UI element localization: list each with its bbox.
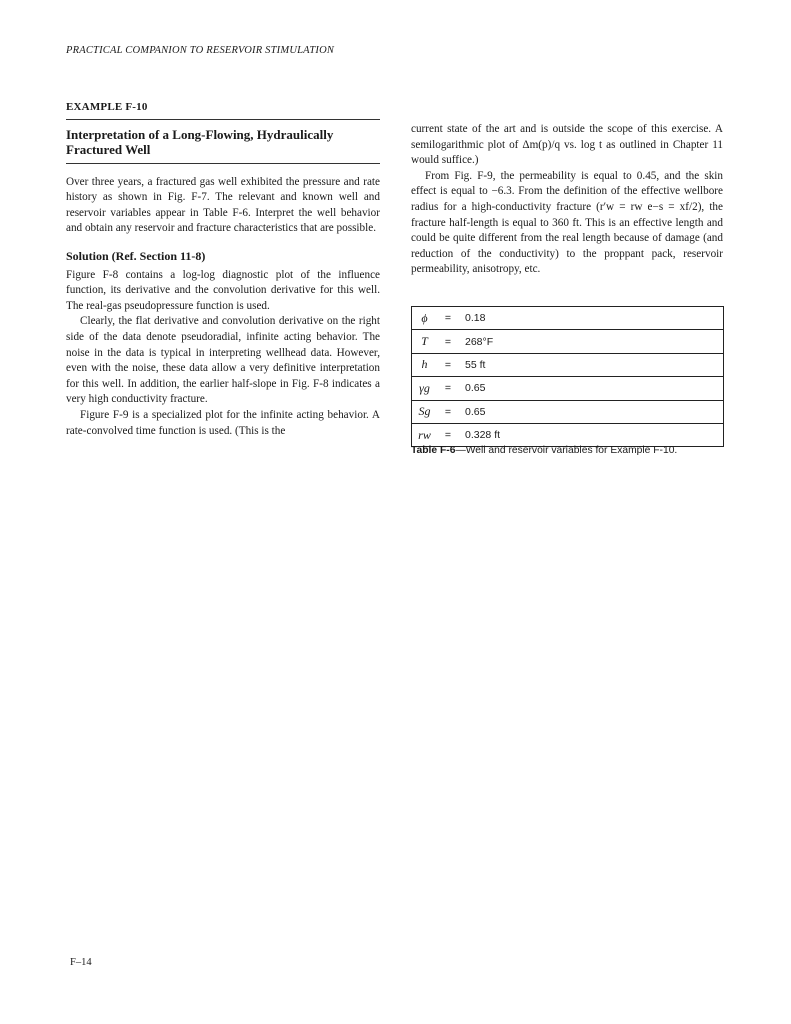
table-equals: = [444, 382, 452, 395]
table-value: 0.18 [465, 312, 486, 325]
table-row [412, 330, 723, 353]
table-row [412, 307, 723, 330]
table-value: 0.65 [465, 405, 486, 418]
table-symbol: ϕ [421, 310, 428, 325]
table-symbol: Sg [418, 404, 431, 419]
table-row [412, 377, 723, 400]
right-paragraph-1: current state of the art and is outside the scope of this exercise. A semilogarithmic plot of Δm(p)/q vs. log t as outlined in Chapter 11 would suffice.) [411, 123, 723, 167]
table-equals: = [444, 405, 452, 418]
right-column [411, 122, 723, 278]
table-row [412, 354, 723, 377]
table-value: 55 ft [465, 358, 486, 371]
caption-label: Table F-6 [411, 445, 456, 456]
table-value: 268°F [465, 335, 494, 348]
table-caption [411, 445, 741, 456]
solution-paragraph-3: Figure F-9 is a specialized plot for the infinite acting behavior. A rate-convolved time function is used. (This is the [66, 408, 380, 437]
table-row [412, 401, 723, 424]
solution-heading: Solution (Ref. Section 11-8) [66, 248, 206, 263]
table-equals: = [444, 429, 452, 442]
caption-text: —Well and reservoir variables for Example F-10. [455, 445, 678, 456]
example-label: EXAMPLE F-10 [66, 100, 380, 120]
table-value: 0.328 ft [465, 429, 501, 442]
table-value: 0.65 [465, 382, 486, 395]
intro-paragraph: Over three years, a fractured gas well exhibited the pressure and rate history as shown in Fig. F-7. The relevant and known well and reservoir variables appear in Table F-6. Interpret the well behavior and obtain any reservoir and fracture characteristics that are possible. [66, 175, 380, 235]
solution-paragraph-1: Figure F-8 contains a log-log diagnostic plot of the influence function, its derivative and the convolution derivative for this well. The real-gas pseudopressure function is used. [66, 268, 380, 312]
table-equals: = [444, 335, 452, 348]
table-symbol: rw [418, 427, 431, 442]
table-symbol: h [421, 357, 428, 372]
table-symbol: γg [419, 380, 430, 395]
solution-paragraph-2: Clearly, the flat derivative and convolution derivative on the right side of the data denote pseudoradial, infinite acting behavior. The noise in the data is typical in interpreting wellhead data. However, even with the noise, these data allow a very definitive interpretation for this well. In addition, the earlier half-slope in Fig. F-8 indicates a very high conductivity fracture. [66, 315, 380, 406]
left-column [66, 100, 380, 439]
running-head: PRACTICAL COMPANION TO RESERVOIR STIMULATION [66, 45, 335, 56]
page-number: F–14 [70, 957, 92, 968]
table-symbol: T [421, 334, 428, 349]
example-title: Interpretation of a Long-Flowing, Hydraulically Fractured Well [66, 127, 380, 164]
table-equals: = [444, 312, 452, 325]
table-equals: = [444, 358, 452, 371]
right-paragraph-2: From Fig. F-9, the permeability is equal to 0.45, and the skin effect is equal to −6.3. From the definition of the effective wellbore radius for a high-conductivity fracture (r′w = rw e−s = xf/2), the fracture half-length is equal to 360 ft. This is an effective length and could be quite different from the real length because of damage (and reduction of the conductivity) to the proppant pack, reservoir permeability, anisotropy, etc. [411, 169, 723, 276]
variables-table [411, 306, 724, 447]
table-row [412, 424, 723, 446]
